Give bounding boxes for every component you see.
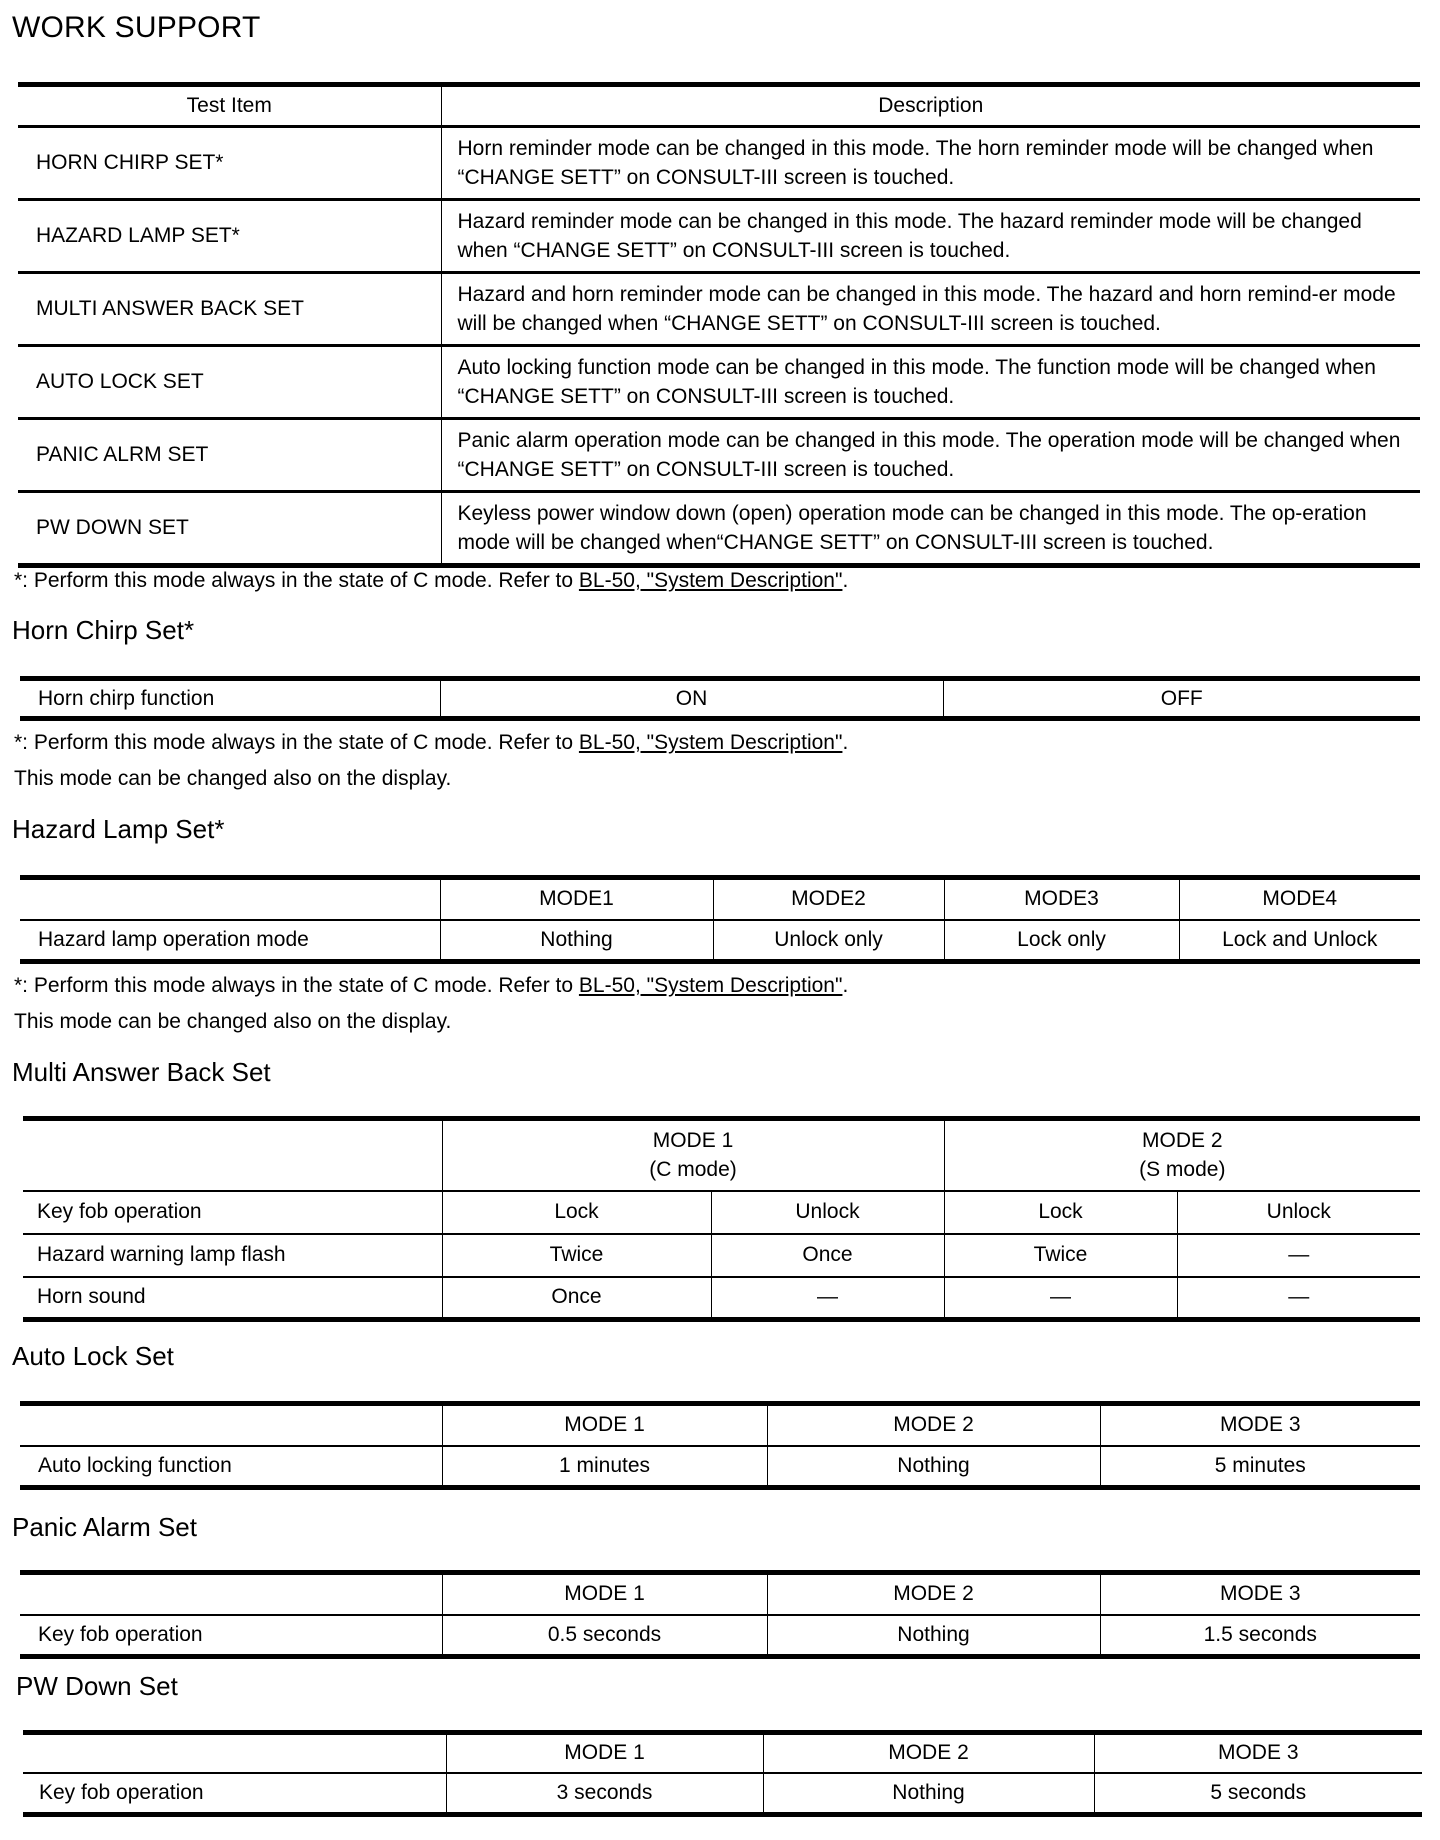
description-cell: Hazard reminder mode can be changed in this mode. The hazard reminder mode will be changed when “CHANGE SETT” on CONSULT-III screen is touched. xyxy=(441,200,1420,273)
value-cell: — xyxy=(944,1277,1177,1320)
description-cell: Hazard and horn reminder mode can be changed in this mode. The hazard and horn remind-er mode will be changed when “CHANGE SETT” on CONSULT-III screen is touched. xyxy=(441,273,1420,346)
value-cell: Twice xyxy=(442,1234,711,1277)
empty-header-cell xyxy=(20,1404,442,1446)
multi-answer-back-table xyxy=(23,1116,1420,1322)
hazard-lamp-table xyxy=(20,875,1420,964)
description-cell: Horn reminder mode can be changed in this mode. The horn reminder mode will be changed when “CHANGE SETT” on CONSULT-III screen is touched. xyxy=(441,127,1420,200)
value-cell: 1 minutes xyxy=(442,1446,767,1488)
description-cell: Auto locking function mode can be changed in this mode. The function mode will be changed when “CHANGE SETT” on CONSULT-III screen is touched. xyxy=(441,346,1420,419)
section-title-panic-alarm: Panic Alarm Set xyxy=(12,1512,197,1542)
value-cell: Twice xyxy=(944,1234,1177,1277)
row-label: Horn sound xyxy=(23,1277,442,1320)
section-title-pw-down: PW Down Set xyxy=(16,1671,178,1701)
section-title-multi-answer-back: Multi Answer Back Set xyxy=(12,1057,271,1087)
test-item-cell: AUTO LOCK SET xyxy=(18,346,441,419)
table-row xyxy=(20,920,1420,962)
value-cell: Once xyxy=(711,1234,944,1277)
table-row xyxy=(18,346,1420,419)
footnote-text: *: Perform this mode always in the state of C mode. Refer to xyxy=(14,974,579,997)
panic-alarm-table xyxy=(20,1570,1420,1659)
value-cell: 0.5 seconds xyxy=(442,1615,767,1657)
table-header-row xyxy=(18,85,1420,127)
table-header-row xyxy=(20,1404,1420,1446)
display-note: This mode can be changed also on the display. xyxy=(14,767,452,790)
section-title-horn-chirp: Horn Chirp Set* xyxy=(12,615,195,645)
test-item-cell: PANIC ALRM SET xyxy=(18,419,441,492)
footnote xyxy=(14,730,848,756)
value-cell: Lock only xyxy=(944,920,1179,962)
value-cell: — xyxy=(711,1277,944,1320)
mode-header: MODE4 xyxy=(1179,878,1420,920)
value-cell: Nothing xyxy=(767,1446,1100,1488)
display-note: This mode can be changed also on the display. xyxy=(14,1010,452,1033)
mode-header: MODE 3 xyxy=(1100,1573,1420,1615)
mode-header: MODE2 xyxy=(713,878,944,920)
mode-name: MODE 1 xyxy=(652,1129,734,1153)
table-row xyxy=(23,1234,1420,1277)
footnote-suffix: . xyxy=(842,569,849,592)
mode-header: MODE 2 xyxy=(763,1733,1094,1773)
test-item-cell: HAZARD LAMP SET* xyxy=(18,200,441,273)
empty-header-cell xyxy=(20,1573,442,1615)
work-support-table xyxy=(18,82,1420,568)
row-label: Hazard lamp operation mode xyxy=(20,920,440,962)
table-row xyxy=(18,273,1420,346)
value-cell: 1.5 seconds xyxy=(1100,1615,1420,1657)
mode-header: MODE 1 xyxy=(446,1733,763,1773)
value-cell: Unlock xyxy=(711,1191,944,1234)
footnote xyxy=(14,568,848,594)
value-off: OFF xyxy=(943,679,1420,719)
row-label: Key fob operation xyxy=(20,1615,442,1657)
mode-sub: (C mode) xyxy=(649,1158,737,1182)
value-cell: Unlock only xyxy=(713,920,944,962)
table-row xyxy=(23,1277,1420,1320)
description-cell: Panic alarm operation mode can be changed in this mode. The operation mode will be changed when “CHANGE SETT” on CONSULT-III screen is touched. xyxy=(441,419,1420,492)
mode-name: MODE 2 xyxy=(1142,1129,1223,1153)
auto-lock-table xyxy=(20,1401,1420,1490)
mode-header: MODE 2 xyxy=(767,1573,1100,1615)
footnote-suffix: . xyxy=(842,731,849,754)
footnote-suffix: . xyxy=(842,974,849,997)
value-cell: Nothing xyxy=(440,920,713,962)
mode-header: MODE 1 xyxy=(442,1404,767,1446)
row-label: Auto locking function xyxy=(20,1446,442,1488)
mode-header: MODE 3 xyxy=(1094,1733,1422,1773)
table-header-row xyxy=(20,878,1420,920)
mode-sub: (S mode) xyxy=(1139,1158,1226,1182)
section-title-hazard-lamp: Hazard Lamp Set* xyxy=(12,814,225,844)
value-cell: Once xyxy=(442,1277,711,1320)
value-cell: — xyxy=(1177,1277,1420,1320)
table-header-row xyxy=(20,1573,1420,1615)
value-cell: 5 seconds xyxy=(1094,1773,1422,1815)
horn-chirp-table xyxy=(20,676,1420,721)
table-row xyxy=(20,1446,1420,1488)
column-header-description: Description xyxy=(441,85,1420,127)
table-row xyxy=(18,200,1420,273)
table-header-row xyxy=(23,1733,1422,1773)
footnote xyxy=(14,973,848,999)
mode-header: MODE1 xyxy=(440,878,713,920)
bl-50-system-description-link[interactable]: BL-50, "System Description" xyxy=(578,569,843,592)
value-cell: Lock xyxy=(442,1191,711,1234)
empty-header-cell xyxy=(23,1733,446,1773)
page-title: WORK SUPPORT xyxy=(12,11,261,44)
row-label: Key fob operation xyxy=(23,1773,446,1815)
value-cell: Nothing xyxy=(763,1773,1094,1815)
description-cell: Keyless power window down (open) operation mode can be changed in this mode. The op-eration mode will be changed when“CHANGE SETT” on CONSULT-III screen is touched. xyxy=(441,492,1420,566)
bl-50-system-description-link[interactable]: BL-50, "System Description" xyxy=(578,974,843,997)
row-label: Hazard warning lamp flash xyxy=(23,1234,442,1277)
table-row xyxy=(18,419,1420,492)
empty-header-cell xyxy=(23,1119,442,1191)
value-cell: 5 minutes xyxy=(1100,1446,1420,1488)
column-header-test-item: Test Item xyxy=(18,85,441,127)
table-row xyxy=(23,1773,1422,1815)
footnote-text: *: Perform this mode always in the state of C mode. Refer to xyxy=(14,569,579,592)
value-cell: Lock xyxy=(944,1191,1177,1234)
table-row xyxy=(20,679,1420,719)
mode-header: MODE 1 xyxy=(442,1573,767,1615)
mode-header: MODE3 xyxy=(944,878,1179,920)
value-cell: Unlock xyxy=(1177,1191,1420,1234)
test-item-cell: MULTI ANSWER BACK SET xyxy=(18,273,441,346)
mode-1-header xyxy=(442,1119,944,1191)
mode-header: MODE 3 xyxy=(1100,1404,1420,1446)
table-header-row xyxy=(23,1119,1420,1191)
footnote-text: *: Perform this mode always in the state of C mode. Refer to xyxy=(14,731,579,754)
table-row xyxy=(20,1615,1420,1657)
test-item-cell: HORN CHIRP SET* xyxy=(18,127,441,200)
value-cell: — xyxy=(1177,1234,1420,1277)
value-cell: Lock and Unlock xyxy=(1179,920,1420,962)
mode-header: MODE 2 xyxy=(767,1404,1100,1446)
row-label: Horn chirp function xyxy=(38,686,215,710)
table-row xyxy=(18,492,1420,566)
mode-2-header xyxy=(944,1119,1420,1191)
pw-down-table xyxy=(23,1730,1422,1817)
table-row xyxy=(23,1191,1420,1234)
test-item-cell: PW DOWN SET xyxy=(18,492,441,566)
empty-header-cell xyxy=(20,878,440,920)
section-title-auto-lock: Auto Lock Set xyxy=(12,1341,174,1371)
bl-50-system-description-link[interactable]: BL-50, "System Description" xyxy=(578,731,843,754)
value-cell: 3 seconds xyxy=(446,1773,763,1815)
row-label: Key fob operation xyxy=(23,1191,442,1234)
value-cell: Nothing xyxy=(767,1615,1100,1657)
table-row xyxy=(18,127,1420,200)
value-on: ON xyxy=(440,679,943,719)
